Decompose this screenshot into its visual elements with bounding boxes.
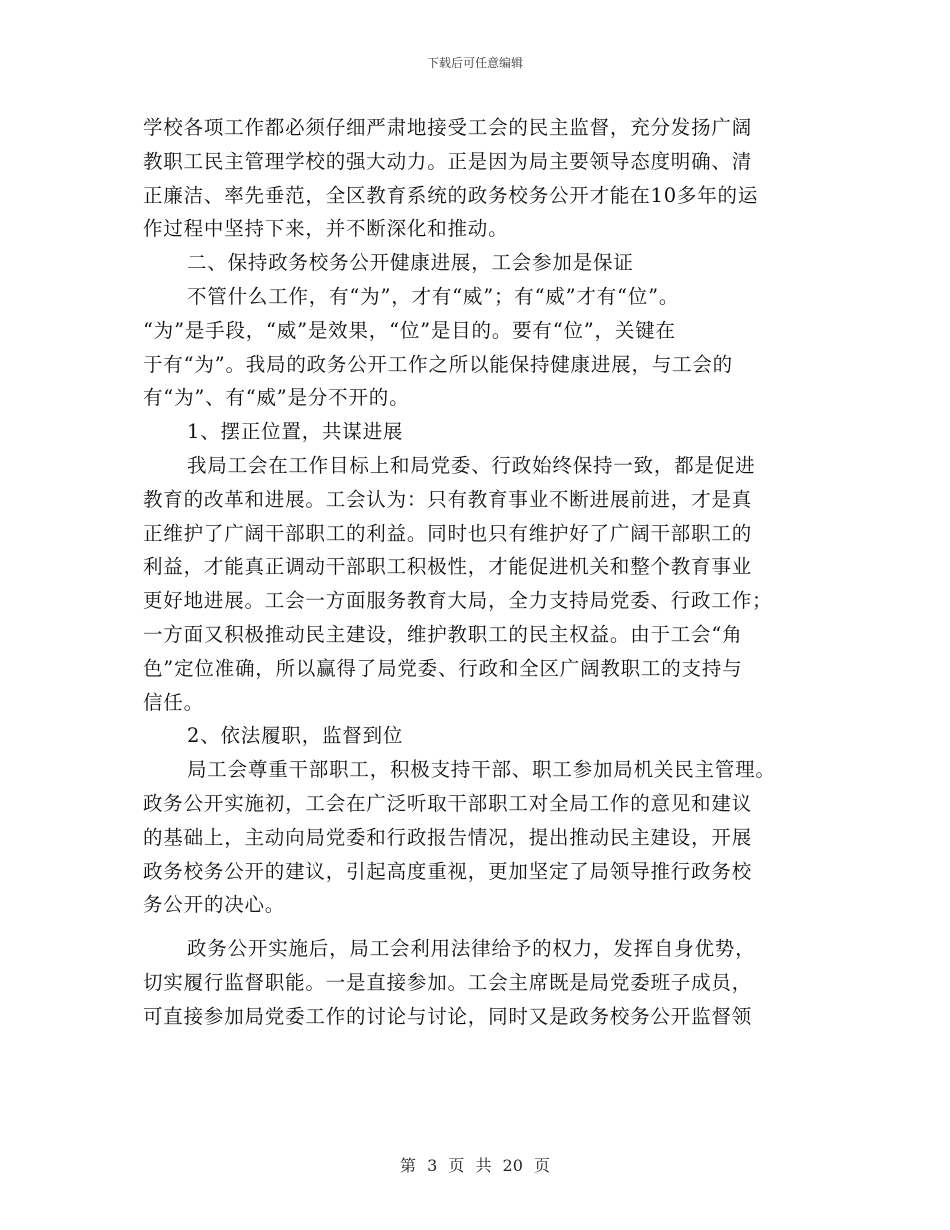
- document-body: [143, 111, 805, 1034]
- body-line: 色”定位准确，所以赢得了局党委、行政和全区广阔教职工的支持与: [143, 656, 743, 680]
- body-line: 局工会尊重干部职工，积极支持干部、职工参加局机关民主管理。: [187, 758, 776, 782]
- body-line: 政务公开实施初，工会在广泛听取干部职工对全局工作的意见和建议: [143, 791, 753, 815]
- body-line: 的基础上，主动向局党委和行政报告情况，提出推动民主建设，开展: [143, 825, 753, 849]
- subsection-heading: 1、摆正位置，共谋进展: [187, 420, 404, 444]
- body-line: “为”是手段，“威”是效果，“位”是目的。要有“位”，关键在: [143, 318, 676, 342]
- body-line: 政务校务公开的建议，引起高度重视，更加坚定了局领导推行政务校: [143, 859, 753, 883]
- body-line: 我局工会在工作目标上和局党委、行政始终保持一致，都是促进: [187, 453, 756, 477]
- body-line: 政务公开实施后，局工会利用法律给予的权力，发挥自身优势，: [187, 937, 756, 961]
- body-line: 一方面又积极推动民主建设，维护教职工的民主权益。由于工会“角: [143, 622, 743, 646]
- body-line: 正维护了广阔干部职工的利益。同时也只有维护好了广阔干部职工的: [143, 521, 753, 545]
- body-line: 正廉洁、率先垂范，全区教育系统的政务校务公开才能在10多年的运: [143, 183, 759, 207]
- body-line: 于有“为”。我局的政务公开工作之所以能保持健康进展，与工会的: [143, 352, 733, 376]
- body-line: 教职工民主管理学校的强大动力。正是因为局主要领导态度明确、清: [143, 149, 753, 173]
- page-footer: 第 3 页 共 20 页: [400, 1156, 550, 1175]
- body-line: 学校各项工作都必须仔细严肃地接受工会的民主监督，充分发扬广阔: [143, 116, 753, 139]
- body-line: 教育的改革和进展。工会认为：只有教育事业不断进展前进，才是真: [143, 487, 753, 511]
- body-line: 作过程中坚持下来，并不断深化和推动。: [143, 217, 509, 241]
- subsection-heading: 2、依法履职，监督到位: [187, 724, 404, 748]
- body-line: 务公开的决心。: [143, 893, 286, 917]
- body-line: 切实履行监督职能。一是直接参加。工会主席既是局党委班子成员，: [143, 970, 753, 994]
- body-line: 不管什么工作，有“为”，才有“威”；有“威”才有“位”。: [187, 284, 680, 308]
- body-line: 有“为”、有“威”是分不开的。: [143, 386, 410, 410]
- body-line: 信任。: [143, 690, 204, 714]
- body-line: 利益，才能真正调动干部职工积极性，才能促进机关和整个教育事业: [143, 555, 753, 579]
- page-header: 下载后可任意编辑: [426, 56, 523, 70]
- paragraph-gap: [143, 922, 805, 932]
- section-heading: 二、保持政务校务公开健康进展，工会参加是保证: [187, 251, 634, 275]
- body-line: 可直接参加局党委工作的讨论与讨论，同时又是政务校务公开监督领: [143, 1004, 753, 1028]
- body-line: 更好地进展。工会一方面服务教育大局，全力支持局党委、行政工作；: [143, 589, 773, 613]
